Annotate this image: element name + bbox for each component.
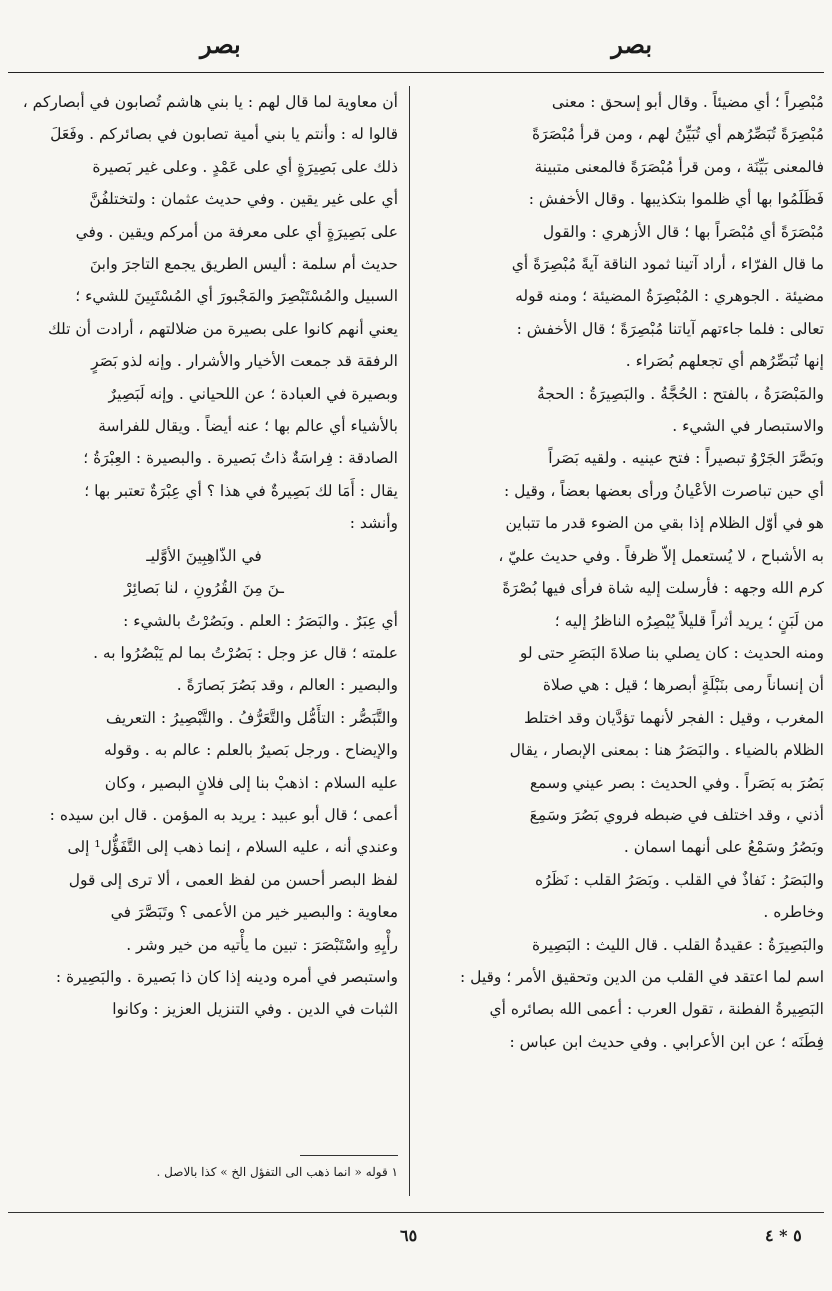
text-line: أذني ، وقد اختلف في ضبطه فروي بَصُرَ وسَمِعَ <box>529 805 824 824</box>
text-line: يقال : أَمَا لك بَصِيرةٌ في هذا ؟ أي عِبْرَةٌ تعتبر بها ؛ <box>84 481 398 500</box>
text-line: الظلام بالضياء . والبَصَرُ هنا : بمعنى الإبصار ، يقال <box>509 741 824 760</box>
text-line: فالمعنى بَيِّنَة ، ومن قرأ مُبْصَرَةً فالمعنى متبينة <box>534 157 824 176</box>
text-line: وخاطره . <box>763 903 824 922</box>
text-line: من لَبَنٍ ؛ يريد أثراً قليلاً يُبْصِرُه الناظرُ إليه ؛ <box>554 611 824 630</box>
text-line: اسم لما اعتقد في القلب من الدين وتحقيق الأمر ؛ وقيل : <box>459 967 824 986</box>
text-line: فِطَنَه ؛ عن ابن الأعرابي . وفي حديث ابن عباس : <box>509 1032 824 1051</box>
text-line: والبَصَرُ : نَفاذٌ في القلب . وبَصَرُ القلب : نَظَرُه <box>535 870 824 889</box>
text-line: كرم الله وجهه : فأرسلت إليه شاة فرأى فيها بُصْرَةً <box>502 579 824 598</box>
running-head-right: بصر <box>611 30 652 59</box>
page-number: ٦٥ <box>400 1226 418 1245</box>
text-line: عليه السلام : اذهبْ بنا إلى فلانٍ البصير ، وكان <box>104 773 398 792</box>
text-line: والاستبصار في الشيء . <box>672 417 824 436</box>
text-line: والبَصِيرَةُ : عقيدةُ القلب . قال الليث : البَصِيرة <box>532 935 824 954</box>
column-divider <box>409 86 410 1196</box>
text-line: يعني أنهم كانوا على بصيرة من ضلالتهم ، أرادت أن تلك <box>47 319 398 338</box>
text-line: رأْيِهِ واسْتَبْصَرَ : تبين ما يأْتيه من خير وشر . <box>126 935 398 954</box>
right-column <box>420 86 824 1196</box>
text-line: قالوا له : وأنتم يا بني أمية تصابون في بصائركم . وفَعَلَ <box>50 125 398 144</box>
text-line: والمَبْصَرَةُ ، بالفتح : الحُجَّةُ . والبَصِيرَةُ : الحجةُ <box>536 384 824 403</box>
text-line: بَصُرَ به بَصَراً . وفي الحديث : بصر عيني وسمع <box>529 773 824 792</box>
text-line: واستبصر في أمره ودينه إذا كان ذا بَصيرة . والبَصِيرة : <box>55 967 398 986</box>
header-rule <box>8 72 824 73</box>
text-line: مضيئة . الجوهري : المُبْصِرَةُ المضيئة ؛ ومنه قوله <box>515 287 824 306</box>
text-line: ومنه الحديث : كان يصلي بنا صلاةَ البَصَرِ حتى لو <box>519 643 824 662</box>
text-line: وعندي أنه ، عليه السلام ، إنما ذهب إلى التَّفَؤُّل¹ إلى <box>67 838 398 857</box>
footnote: ١ قوله « انما ذهب الى التفؤل الخ » كذا بالاصل . <box>156 1165 398 1179</box>
text-line: المغرب ، وقيل : الفجر لأنهما تؤدَّيان وقد اختلط <box>523 708 824 727</box>
text-line: مُبْصِرَةً تُبَصِّرُهم أي تُبَيِّنُ لهم ، ومن قرأ مُبْصَرَةً <box>531 125 824 144</box>
text-line: حديث أم سلمة : أليس الطريق يجمع التاجرَ وابنَ <box>89 255 398 274</box>
text-line: والإيضاح . ورجل بَصيرٌ بالعلم : عالم به . وقوله <box>103 741 398 760</box>
text-line: الثبات في الدين . وفي التنزيل العزيز : وكانوا <box>112 1000 398 1019</box>
text-line: وأنشد : <box>349 514 398 533</box>
text-line: ـنَ مِنَ القُرُونِ ، لنا بَصائِرْ <box>124 579 284 598</box>
signature-mark: ٥ * ٤ <box>765 1226 802 1245</box>
text-line: ما قال الفرّاء ، أراد آتينا ثمود الناقة آيةً مُبْصِرَةً أي <box>511 255 824 274</box>
text-line: السبيل والمُسْتَبْصِرَ والمَجْبورَ أي المُسْتَبِينَ للشيء ؛ <box>75 287 398 306</box>
text-line: فَظَلَمُوا بها أي ظلموا بتكذيبها . وقال الأخفش : <box>528 190 824 209</box>
running-head-left: بصر <box>200 30 241 59</box>
text-line: أن إنساناً رمى بنَبْلَةٍ أبصرها ؛ قيل : هي صلاة <box>542 676 824 695</box>
text-line: علمته ؛ قال عز وجل : بَصُرْتُ بما لم يَبْصُرُوا به . <box>93 643 398 662</box>
text-line: مُبْصِراً ؛ أي مضيئاً . وقال أبو إسحق : معنى <box>551 93 824 111</box>
text-line: والبصير : العالم ، وقد بَصُرَ بَصارَةً . <box>176 676 398 695</box>
left-column <box>10 86 398 1156</box>
text-line: الرفقة قد جمعت الأخيار والأشرار . وإنه لذو بَصَرٍ <box>91 352 398 371</box>
text-line: وبصيرة في العبادة ؛ عن اللحياني . وإنه لَبَصِيرٌ <box>108 384 398 403</box>
text-line: الصادقة : فِراسَةٌ ذاتُ بَصيرة . والبصيرة : العِبْرَةُ ؛ <box>83 449 398 468</box>
text-line: تعالى : فلما جاءتهم آياتنا مُبْصِرَةً ؛ قال الأخفش : <box>516 319 824 338</box>
footer-rule <box>8 1212 824 1213</box>
text-line: أي عِبَرٌ . والبَصَرُ : العلم . وبَصُرْتُ بالشيء : <box>123 611 398 630</box>
text-line: على بَصِيرَةٍ أي على معرفة من أمركم ويقين . وفي <box>75 222 398 241</box>
text-line: ذلك على بَصِيرَةٍ أي على عَمْدٍ . وعلى غير بَصيرة <box>92 157 398 176</box>
text-line: به الأشباح ، لا يُستعمل إلاّ ظرفاً . وفي حديث عليّ ، <box>498 546 824 565</box>
text-line: وبَصُرُ وسَمْعُ على أنهما اسمان . <box>623 838 824 857</box>
text-line: والتَّبَصُّر : التأَمُّل والتَّعَرُّفُ . والتَّبْصِيرُ : التعريف <box>105 708 398 727</box>
text-line: البَصِيرةُ الفطنة ، تقول العرب : أعمى الله بصائره أي <box>489 1000 824 1019</box>
text-line: أي على غير يقين . وفي حديث عثمان : ولتختلفُنَّ <box>89 190 398 209</box>
text-line: أن معاوية لما قال لهم : يا بني هاشم تُصابون في أبصاركم ، <box>22 93 398 111</box>
text-line: أي حين تباصرت الأعْيانُ ورأى بعضها بعضاً ، وقيل : <box>503 481 824 500</box>
page-header <box>0 30 832 70</box>
text-line: معاوية : والبصير خير من الأعمى ؟ وتَبَصَّرَ في <box>110 903 398 922</box>
text-line: وبَصَّرَ الجَرْوُ تبصيراً : فتح عينيه . ولقيه بَصَراً <box>548 449 824 468</box>
footnote-rule <box>300 1155 398 1156</box>
text-line: إنها تُبَصِّرُهم أي تجعلهم بُصَراء . <box>625 352 824 371</box>
text-line: لفظ البصر أحسن من لفظ العمى ، ألا ترى إلى قول <box>68 870 398 889</box>
text-line: بالأشياء أي عالم بها ؛ عنه أيضاً . ويقال للفراسة <box>98 417 398 436</box>
text-line: مُبْصَرَةً أي مُبْصَراً بها ؛ قال الأزهري : والقول <box>542 222 824 241</box>
text-line: أعمى ؛ قال أبو عبيد : يريد به المؤمن . قال ابن سيده : <box>49 805 398 824</box>
text-line: في الذّاهِبِينَ الأوَّليـ <box>146 546 262 565</box>
text-line: هو في أوّل الظلام إذا بقي من الضوء قدر ما تتباين <box>505 514 824 533</box>
